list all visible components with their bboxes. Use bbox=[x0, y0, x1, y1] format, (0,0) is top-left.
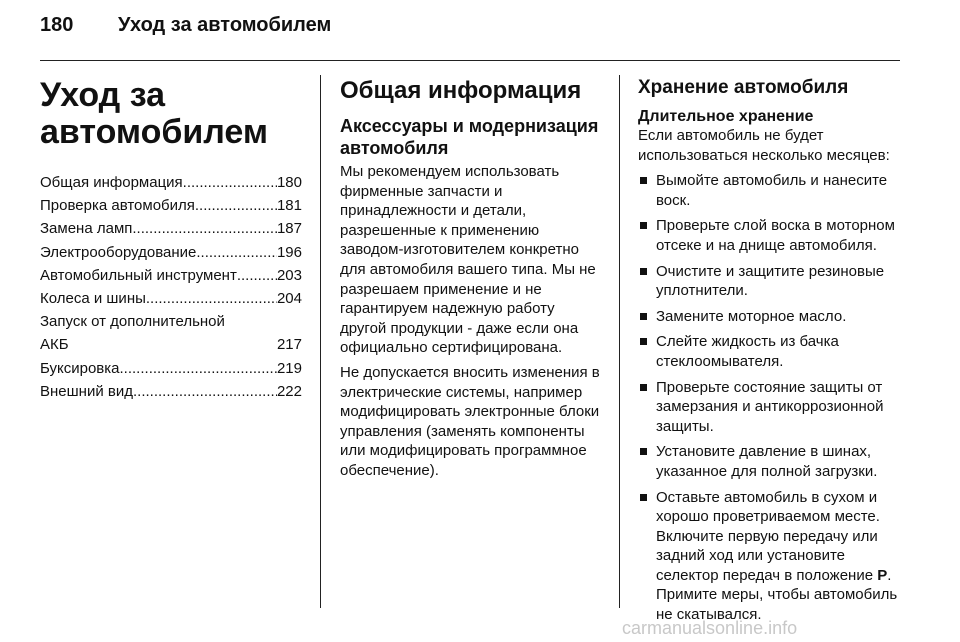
chapter-column bbox=[40, 77, 302, 406]
bullet-icon bbox=[640, 313, 647, 320]
list-item: Проверьте состояние защиты от замерзания и антикоррозионной защиты. bbox=[638, 378, 900, 437]
bullet-icon bbox=[640, 494, 647, 501]
subsection-heading: Длительное хранение bbox=[638, 108, 814, 125]
list-item: Установите давление в шинах, указанное для полной загрузки. bbox=[638, 442, 900, 481]
list-item: Очистите и защитите резиновые уплотнители. bbox=[638, 262, 900, 301]
paragraph: Мы рекомендуем использовать фирменные запчасти и принадлежности и детали, разрешенные к применению заводом-изготовителем конкретно для автомобиля вашего типа. Мы не разрешаем применение и не гарантируем надежную работу другой продукции - даже если она официально сертифицирована. bbox=[340, 163, 596, 357]
toc-item[interactable]: Внешний вид ..... 222 bbox=[40, 383, 302, 406]
list-item: Оставьте автомобиль в сухом и хорошо проветриваемом месте. Включите первую передачу или задний ход или установите селектор передач в положение P. Примите меры, чтобы автомобиль не скатывался. bbox=[638, 488, 900, 625]
page-number: 180 bbox=[40, 14, 74, 36]
list-item: Слейте жидкость из бачка стеклоомывателя. bbox=[638, 332, 900, 371]
table-of-contents bbox=[40, 174, 302, 406]
bullet-icon bbox=[640, 338, 647, 345]
bullet-icon bbox=[640, 384, 647, 391]
toc-item[interactable]: Проверка автомобиля ..... 181 bbox=[40, 197, 302, 220]
toc-item[interactable]: Буксировка ..... 219 bbox=[40, 360, 302, 383]
list-item: Вымойте автомобиль и нанесите воск. bbox=[638, 171, 900, 210]
bullet-icon bbox=[640, 177, 647, 184]
toc-item[interactable]: Замена ламп ..... 187 bbox=[40, 220, 302, 243]
section-heading: Хранение автомобиля bbox=[638, 77, 849, 98]
storage-column bbox=[638, 77, 900, 631]
toc-item[interactable]: Общая информация ..... 180 bbox=[40, 174, 302, 197]
header-rule bbox=[40, 60, 900, 61]
bullet-icon bbox=[640, 448, 647, 455]
bullet-icon bbox=[640, 268, 647, 275]
watermark: carmanualsonline.info bbox=[622, 618, 798, 638]
column-divider-right bbox=[619, 75, 620, 608]
column-divider-left bbox=[320, 75, 321, 608]
bullet-icon bbox=[640, 222, 647, 229]
section-heading: Общая информация bbox=[340, 77, 582, 104]
list-item: Проверьте слой воска в моторном отсеке и на днище автомобиля. bbox=[638, 216, 900, 255]
toc-item[interactable]: Запуск от дополнительной АКБ 217 bbox=[40, 313, 302, 354]
toc-item[interactable]: Автомобильный инструмент ..... 203 bbox=[40, 267, 302, 290]
bullet-list bbox=[638, 171, 900, 624]
list-item: Замените моторное масло. bbox=[638, 307, 900, 327]
general-info-column bbox=[340, 77, 602, 486]
paragraph: Если автомобиль не будет использоваться несколько месяцев: bbox=[638, 127, 890, 164]
paragraph: Не допускается вносить изменения в электрические системы, например модифицировать электронные блоки управления (заменять компоненты или модифицировать программное обеспечение). bbox=[340, 363, 600, 479]
subsection-heading: Аксессуары и модернизация автомобиля bbox=[340, 116, 599, 158]
header-title: Уход за автомобилем bbox=[118, 14, 332, 36]
chapter-title: Уход за автомобилем bbox=[40, 76, 269, 151]
toc-item[interactable]: Колеса и шины ..... 204 bbox=[40, 290, 302, 313]
toc-item[interactable]: Электрооборудование ..... 196 bbox=[40, 244, 302, 267]
